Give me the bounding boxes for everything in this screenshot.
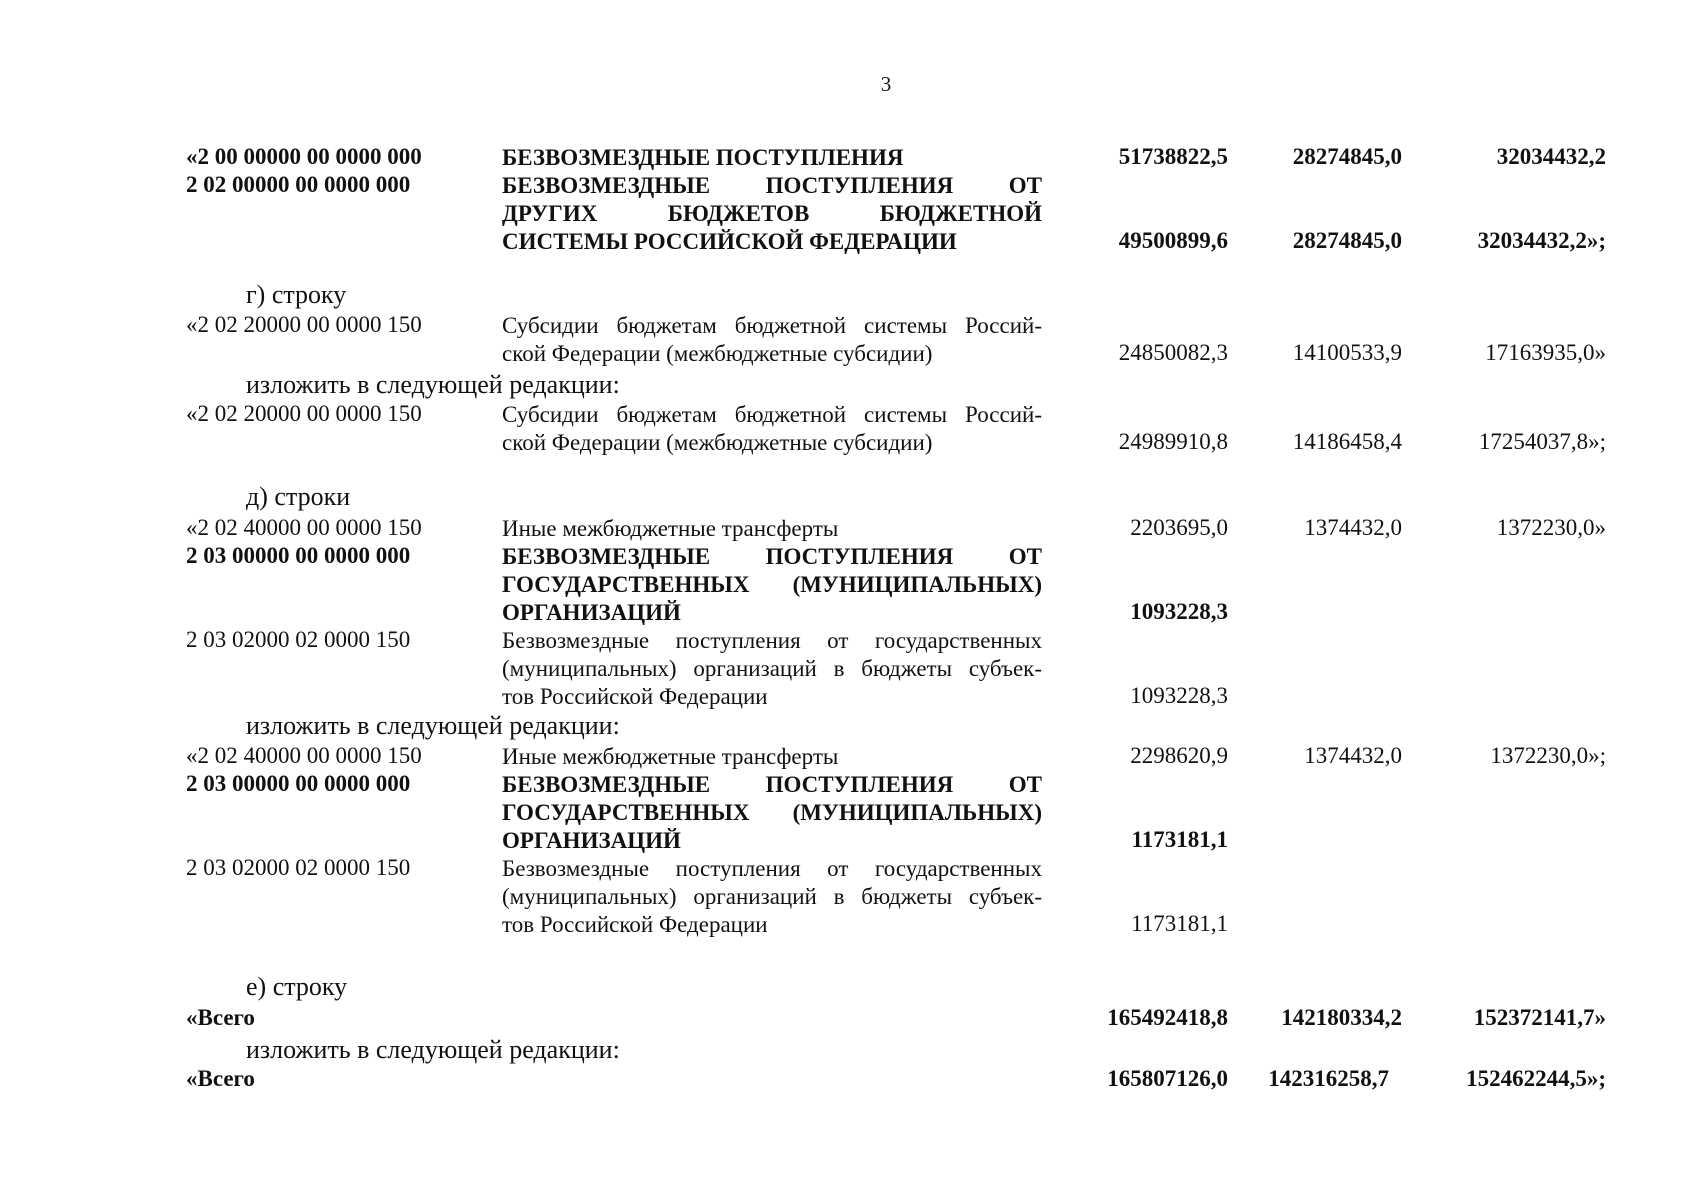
value-year-1: 1173181,1 <box>1131 911 1228 936</box>
row-description: Иные межбюджетные трансферты <box>502 744 839 769</box>
table-row <box>0 1066 1697 1094</box>
value-year-3: 1372230,0»; <box>1490 743 1606 768</box>
instruction-text: изложить в следующей редакции: <box>246 1035 620 1064</box>
value-year-1: 1093228,3 <box>1130 599 1228 624</box>
row-description: Иные межбюджетные трансферты <box>502 516 839 541</box>
row-description-line: СИСТЕМЫ РОССИЙСКОЙ ФЕДЕРАЦИИ <box>502 229 957 254</box>
row-description-line: ДРУГИХ БЮДЖЕТОВ БЮДЖЕТНОЙ <box>502 201 1042 226</box>
row-description-line: БЕЗВОЗМЕЗДНЫЕ ПОСТУПЛЕНИЯ ОТ <box>502 544 1042 569</box>
budget-code: «2 02 40000 00 0000 150 <box>186 743 422 768</box>
row-description-line: (муниципальных) организаций в бюджеты субъек- <box>502 656 1042 681</box>
table-row <box>0 144 1697 172</box>
value-year-1: 165807126,0 <box>1107 1066 1228 1091</box>
value-year-3: 17163935,0» <box>1485 340 1606 365</box>
value-year-2: 28274845,0 <box>1292 144 1402 169</box>
row-description-line: тов Российской Федерации <box>502 912 768 937</box>
section-heading: е) строку <box>246 972 348 1001</box>
row-description-line: БЕЗВОЗМЕЗДНЫЕ ПОСТУПЛЕНИЯ ОТ <box>502 772 1042 797</box>
value-year-1: 24989910,8 <box>1118 429 1228 454</box>
value-year-1: 2298620,9 <box>1130 743 1228 768</box>
value-year-1: 49500899,6 <box>1118 228 1228 253</box>
value-year-2: 1374432,0 <box>1304 515 1402 540</box>
value-year-3: 152372141,7» <box>1473 1005 1606 1030</box>
value-year-3: 152462244,5»; <box>1466 1066 1606 1091</box>
value-year-2: 14100533,9 <box>1292 340 1402 365</box>
value-year-3: 32034432,2 <box>1496 144 1606 169</box>
table-row <box>0 429 1697 457</box>
budget-code: «2 02 40000 00 0000 150 <box>186 515 422 540</box>
table-row <box>0 683 1697 711</box>
total-label: «Всего <box>186 1066 255 1091</box>
value-year-2: 28274845,0 <box>1292 228 1402 253</box>
budget-code: «2 02 20000 00 0000 150 <box>186 312 422 337</box>
table-row <box>0 1005 1697 1033</box>
row-description-line: тов Российской Федерации <box>502 684 768 709</box>
value-year-3: 17254037,8»; <box>1478 429 1606 454</box>
section-heading: г) строку <box>246 280 347 309</box>
budget-code: 2 03 02000 02 0000 150 <box>186 855 411 880</box>
value-year-1: 1173181,1 <box>1131 827 1228 852</box>
value-year-2: 1374432,0 <box>1304 743 1402 768</box>
value-year-1: 51738822,5 <box>1118 144 1228 169</box>
instruction-text: изложить в следующей редакции: <box>246 711 620 740</box>
total-label: «Всего <box>186 1005 255 1030</box>
instruction-text: изложить в следующей редакции: <box>246 370 620 399</box>
page-number: 3 <box>880 72 892 96</box>
value-year-3: 32034432,2»; <box>1477 228 1606 253</box>
value-year-2: 14186458,4 <box>1292 429 1402 454</box>
value-year-1: 24850082,3 <box>1118 340 1228 365</box>
budget-code: «2 00 00000 00 0000 000 <box>186 144 422 169</box>
row-description-line: Субсидии бюджетам бюджетной системы Россий- <box>502 313 1042 338</box>
table-row <box>0 599 1697 627</box>
section-heading: д) строки <box>246 482 351 511</box>
row-description-line: ГОСУДАРСТВЕННЫХ (МУНИЦИПАЛЬНЫХ) <box>502 800 1042 825</box>
budget-code: 2 03 02000 02 0000 150 <box>186 627 411 652</box>
table-row <box>0 827 1697 855</box>
table-row <box>0 911 1697 939</box>
value-year-2: 142180334,2 <box>1281 1005 1402 1030</box>
table-row <box>0 340 1697 368</box>
table-row <box>0 228 1697 256</box>
value-year-1: 1093228,3 <box>1130 683 1228 708</box>
budget-code: 2 03 00000 00 0000 000 <box>186 771 411 796</box>
row-description-line: Безвозмездные поступления от государственных <box>502 628 1042 653</box>
table-row <box>0 743 1697 771</box>
budget-code: 2 02 00000 00 0000 000 <box>186 172 411 197</box>
row-description-line: Субсидии бюджетам бюджетной системы Россий- <box>502 402 1042 427</box>
row-description-line: БЕЗВОЗМЕЗДНЫЕ ПОСТУПЛЕНИЯ ОТ <box>502 173 1042 198</box>
row-description-line: ской Федерации (межбюджетные субсидии) <box>502 430 933 455</box>
row-description-line: Безвозмездные поступления от государственных <box>502 856 1042 881</box>
value-year-2: 142316258,7 <box>1268 1066 1389 1091</box>
row-description: БЕЗВОЗМЕЗДНЫЕ ПОСТУПЛЕНИЯ <box>502 145 904 170</box>
budget-code: 2 03 00000 00 0000 000 <box>186 543 411 568</box>
value-year-1: 2203695,0 <box>1130 515 1228 540</box>
row-description-line: ской Федерации (межбюджетные субсидии) <box>502 341 933 366</box>
row-description-line: (муниципальных) организаций в бюджеты субъек- <box>502 884 1042 909</box>
table-row <box>0 515 1697 543</box>
row-description-line: ОРГАНИЗАЦИЙ <box>502 600 681 625</box>
value-year-3: 1372230,0» <box>1496 515 1606 540</box>
row-description-line: ГОСУДАРСТВЕННЫХ (МУНИЦИПАЛЬНЫХ) <box>502 572 1042 597</box>
budget-code: «2 02 20000 00 0000 150 <box>186 401 422 426</box>
value-year-1: 165492418,8 <box>1107 1005 1228 1030</box>
row-description-line: ОРГАНИЗАЦИЙ <box>502 828 681 853</box>
